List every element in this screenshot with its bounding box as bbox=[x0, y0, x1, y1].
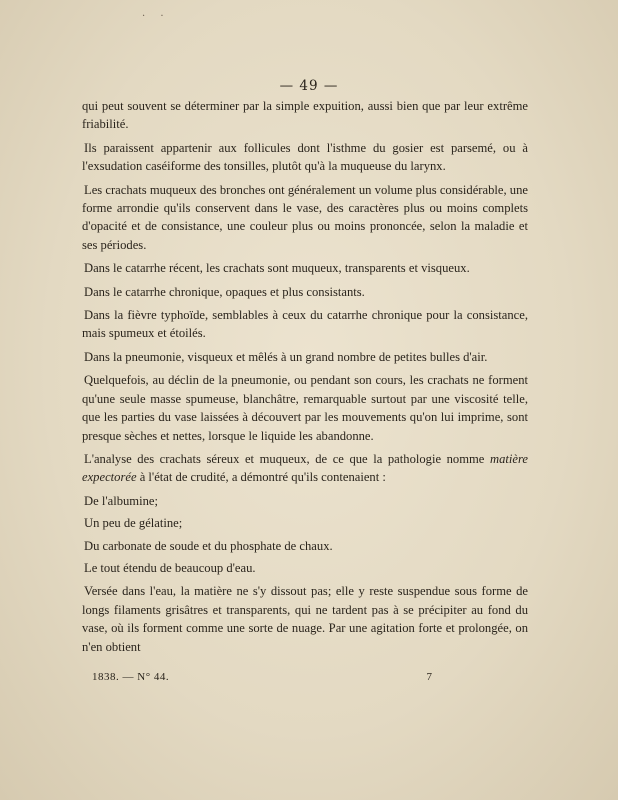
list-item: De l'albumine; bbox=[84, 493, 158, 508]
sheet-number: 7 bbox=[426, 671, 432, 683]
paragraph: qui peut souvent se déterminer par la simple expuition, aussi bien que par leur extrême friabilité. bbox=[82, 99, 528, 132]
footer bbox=[92, 671, 432, 683]
paragraph: Les crachats muqueux des bronches ont généralement un volume plus considérable, une forme arrondie qu'ils conservent dans le vase, des caractères plus ou moins complets d'opacité et de consistance, une couleur plus ou moins prononcée, selon la maladie et ses périodes. bbox=[82, 182, 528, 252]
paragraph: Quelquefois, au déclin de la pneumonie, ou pendant son cours, les crachats ne forment qu'une seule masse spumeuse, blanchâtre, remarquable surtout par une viscosité telle, que les parties du vase laissées à découvert par les mouvements qu'on lui imprime, sont presque sèches et nettes, lorsque le liquide les abandonne. bbox=[82, 373, 528, 443]
paragraph: Dans la pneumonie, visqueux et mêlés à un grand nombre de petites bulles d'air. bbox=[84, 349, 488, 364]
paragraph: Dans le catarrhe récent, les crachats sont muqueux, transparents et visqueux. bbox=[84, 261, 470, 276]
body-text bbox=[82, 97, 528, 661]
paragraph: Versée dans l'eau, la matière ne s'y dissout pas; elle y reste suspendue sous forme de longs filaments grisâtres et transparents, qui ne tardent pas à se précipiter au fond du vase, où ils forment comme une sorte de nuage. Par une agitation forte et prolongée, on n'en obtient bbox=[82, 584, 528, 654]
text-run: L'analyse des crachats séreux et muqueux, de ce que la pathologie nomme bbox=[84, 451, 490, 466]
printer-signature: 1838. — N° 44. bbox=[92, 671, 170, 683]
text-run: à l'état de crudité, a démontré qu'ils contenaient : bbox=[136, 470, 386, 485]
paragraph: Ils paraissent appartenir aux follicules dont l'isthme du gosier est parsemé, ou à l'exsudation caséiforme des tonsilles, plutôt qu'à la muqueuse du larynx. bbox=[82, 140, 528, 174]
paragraph: Le tout étendu de beaucoup d'eau. bbox=[84, 560, 256, 575]
paragraph: Dans le catarrhe chronique, opaques et plus consistants. bbox=[84, 284, 365, 299]
list-item: Du carbonate de soude et du phosphate de chaux. bbox=[84, 538, 333, 553]
page-number: — 49 — bbox=[279, 78, 339, 94]
italic-term: matière expectorée bbox=[82, 451, 528, 485]
paragraph bbox=[82, 450, 528, 487]
list-item: Un peu de gélatine; bbox=[84, 516, 183, 531]
top-dots: . . bbox=[142, 8, 170, 19]
paragraph: Dans la fièvre typhoïde, semblables à ceux du catarrhe chronique pour la consistance, mais spumeux et étoilés. bbox=[82, 308, 528, 341]
